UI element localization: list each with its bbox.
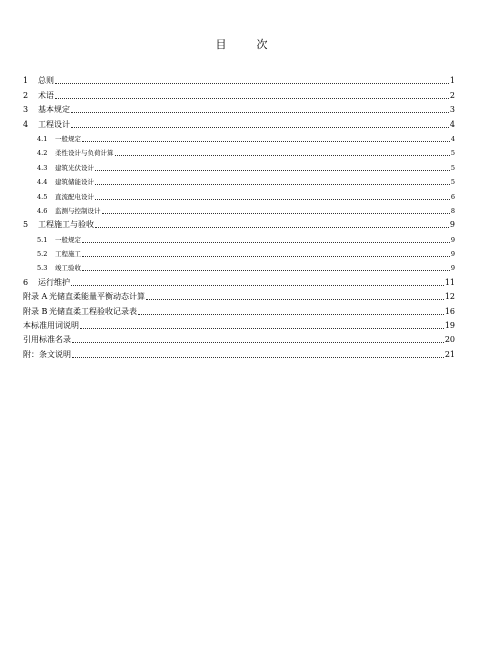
toc-entry-label: 一般规定 xyxy=(55,134,81,143)
toc-dot-leader xyxy=(55,83,449,84)
toc-entry-label: 工程施工与验收 xyxy=(38,220,94,230)
toc-entry[interactable] xyxy=(23,159,455,173)
toc-entry-page-number: 16 xyxy=(444,306,455,316)
toc-entry-number: 附录 B xyxy=(23,306,48,316)
toc-entry-page-number: 9 xyxy=(449,220,455,230)
toc-entry-page-number: 9 xyxy=(450,250,455,259)
toc-entry-page-number: 4 xyxy=(450,134,455,143)
toc-dot-leader xyxy=(95,184,450,185)
toc-dot-leader xyxy=(82,242,450,243)
toc-entry-page-number: 9 xyxy=(450,235,455,244)
toc-entry-number: 6 xyxy=(23,277,29,287)
toc-entry-number: 附录 A xyxy=(23,292,48,302)
toc-entry[interactable] xyxy=(23,217,455,231)
toc-entry-label: 建筑光伏设计 xyxy=(55,163,94,172)
toc-entry-page-number: 19 xyxy=(444,321,455,331)
toc-entry-number: 5.3 xyxy=(37,264,48,273)
toc-entry-label: 柔性设计与负荷计算 xyxy=(55,149,114,158)
toc-entry-label: 总则 xyxy=(38,76,54,86)
toc-dot-leader xyxy=(115,155,450,156)
toc-entry[interactable] xyxy=(23,303,455,317)
toc-entry-page-number: 5 xyxy=(450,149,455,158)
toc-entry-label: 附：条文说明 xyxy=(23,349,71,359)
toc-entry-page-number: 2 xyxy=(449,90,455,100)
toc-dot-leader xyxy=(82,141,450,142)
toc-entry-label: 基本规定 xyxy=(38,105,70,115)
toc-entry-number: 4 xyxy=(23,119,29,129)
toc-entry-label: 一般规定 xyxy=(55,235,81,244)
toc-dot-leader xyxy=(55,98,449,99)
toc-entry-label: 引用标准名录 xyxy=(23,335,71,345)
toc-entry-label: 工程设计 xyxy=(38,119,70,129)
toc-entry[interactable] xyxy=(23,318,455,332)
toc-entry-page-number: 12 xyxy=(444,292,455,302)
toc-dot-leader xyxy=(95,170,450,171)
toc-dot-leader xyxy=(71,112,449,113)
toc-dot-leader xyxy=(71,127,449,128)
toc-entry-number: 5.2 xyxy=(37,250,48,259)
toc-entry-number: 4.2 xyxy=(37,149,48,158)
toc-entry[interactable] xyxy=(23,188,455,202)
toc-dot-leader xyxy=(95,199,450,200)
page-title-part-2: 次 xyxy=(256,38,268,51)
toc-entry-page-number: 20 xyxy=(444,335,455,345)
toc-dot-leader xyxy=(146,299,444,300)
toc-entry-number: 5 xyxy=(23,220,29,230)
toc-entry-page-number: 6 xyxy=(450,192,455,201)
toc-entry[interactable] xyxy=(23,145,455,159)
table-of-contents xyxy=(23,73,455,361)
toc-entry-page-number: 1 xyxy=(449,76,455,86)
toc-dot-leader xyxy=(82,256,450,257)
toc-entry-number: 4.1 xyxy=(37,134,48,143)
toc-entry-label: 术语 xyxy=(38,90,54,100)
toc-dot-leader xyxy=(72,342,444,343)
toc-entry[interactable] xyxy=(23,260,455,274)
toc-entry-label: 光储直柔能量平衡动态计算 xyxy=(49,292,145,302)
page-title-part-1: 目 xyxy=(215,38,227,51)
toc-entry[interactable] xyxy=(23,332,455,346)
toc-dot-leader xyxy=(71,285,444,286)
toc-entry-label: 直流配电设计 xyxy=(55,192,94,201)
toc-entry-label: 监测与控制设计 xyxy=(55,206,101,215)
toc-entry-number: 4.6 xyxy=(37,206,48,215)
toc-dot-leader xyxy=(72,357,444,358)
toc-entry-label: 竣工验收 xyxy=(55,264,81,273)
toc-entry[interactable] xyxy=(23,289,455,303)
toc-entry-label: 光储直柔工程验收记录表 xyxy=(49,306,137,316)
toc-entry[interactable] xyxy=(23,346,455,360)
toc-entry[interactable] xyxy=(23,131,455,145)
toc-entry-label: 建筑储能设计 xyxy=(55,178,94,187)
toc-entry[interactable] xyxy=(23,73,455,87)
toc-entry-page-number: 21 xyxy=(444,349,455,359)
toc-entry-page-number: 4 xyxy=(449,119,455,129)
toc-entry-label: 运行维护 xyxy=(38,277,70,287)
toc-entry-page-number: 5 xyxy=(450,178,455,187)
toc-entry-number: 5.1 xyxy=(37,235,48,244)
toc-entry[interactable] xyxy=(23,231,455,245)
toc-entry-page-number: 8 xyxy=(450,206,455,215)
toc-dot-leader xyxy=(80,328,444,329)
toc-entry[interactable] xyxy=(23,116,455,130)
toc-entry-page-number: 11 xyxy=(444,277,455,287)
toc-entry-number: 4.5 xyxy=(37,192,48,201)
toc-dot-leader xyxy=(82,270,450,271)
toc-dot-leader xyxy=(95,227,449,228)
toc-entry[interactable] xyxy=(23,174,455,188)
toc-entry-number: 4.3 xyxy=(37,163,48,172)
toc-entry-page-number: 5 xyxy=(450,163,455,172)
toc-entry-page-number: 3 xyxy=(449,105,455,115)
toc-entry[interactable] xyxy=(23,203,455,217)
toc-entry-number: 3 xyxy=(23,105,29,115)
toc-entry-number: 4.4 xyxy=(37,178,48,187)
toc-dot-leader xyxy=(102,213,450,214)
toc-entry-label: 本标准用词说明 xyxy=(23,321,79,331)
toc-entry-page-number: 9 xyxy=(450,264,455,273)
toc-entry[interactable] xyxy=(23,87,455,101)
toc-entry-number: 2 xyxy=(23,90,29,100)
toc-entry-number: 1 xyxy=(23,76,29,86)
page-title xyxy=(0,36,483,52)
toc-entry-label: 工程施工 xyxy=(55,250,81,259)
toc-entry[interactable] xyxy=(23,102,455,116)
toc-entry[interactable] xyxy=(23,246,455,260)
toc-entry[interactable] xyxy=(23,274,455,288)
toc-dot-leader xyxy=(138,314,444,315)
